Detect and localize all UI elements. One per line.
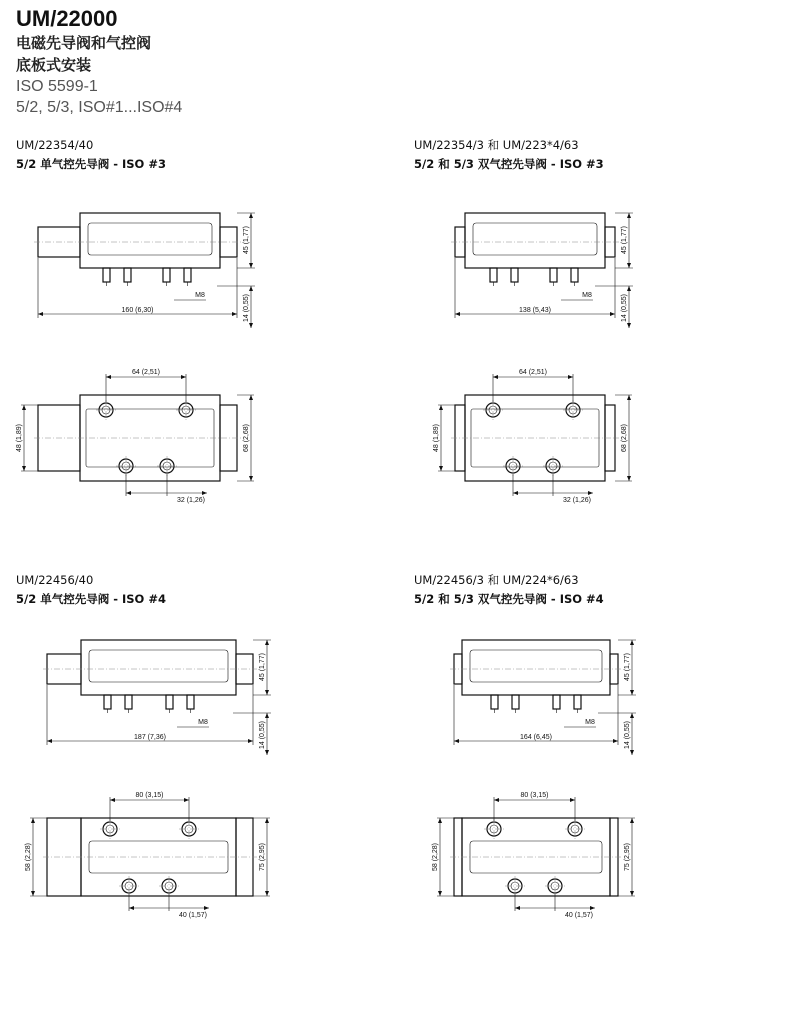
mounting-pin xyxy=(166,695,173,709)
body-recess xyxy=(473,223,597,255)
dimension-arrow xyxy=(47,739,52,743)
side-view xyxy=(43,640,271,755)
dimension-arrow xyxy=(613,739,618,743)
mounting-pin xyxy=(550,268,557,282)
dimension-arrow xyxy=(265,690,269,695)
dimension-arrow xyxy=(38,312,43,316)
dimension-arrow xyxy=(265,891,269,896)
dimension-arrow xyxy=(630,750,634,755)
mounting-pin xyxy=(512,695,519,709)
height-dimension: 45 (1,77) xyxy=(624,652,631,682)
valve-body xyxy=(81,640,236,695)
product-name: 电磁先导阀和气控阀 xyxy=(16,34,152,52)
mounting-pin xyxy=(187,695,194,709)
valve-body xyxy=(462,640,610,695)
left-width-dimension: 58 (2,28) xyxy=(25,842,32,872)
section-description: 5/2 单气控先导阀 - ISO #4 xyxy=(16,592,166,606)
height-dimension: 45 (1,77) xyxy=(259,652,266,682)
right-width-dimension: 75 (2,95) xyxy=(624,842,631,872)
thread-label: M8 xyxy=(198,719,208,726)
mounting-pin xyxy=(104,695,111,709)
dimension-arrow xyxy=(181,375,186,379)
length-dimension: 138 (5,43) xyxy=(519,307,551,314)
pin-dimension: 14 (0,55) xyxy=(621,293,628,323)
dimension-arrow xyxy=(106,375,111,379)
top-spacing-dimension: 64 (2,51) xyxy=(518,369,548,376)
right-width-dimension: 75 (2,95) xyxy=(259,842,266,872)
mounting-pin xyxy=(574,695,581,709)
dimension-arrow xyxy=(610,312,615,316)
dimension-arrow xyxy=(265,640,269,645)
section-description: 5/2 单气控先导阀 - ISO #3 xyxy=(16,157,166,171)
section-code: UM/22456/3 和 UM/224*6/63 xyxy=(414,573,579,587)
end-cap-left xyxy=(47,654,81,684)
side-view xyxy=(34,213,255,328)
plan-view xyxy=(16,369,254,504)
left-width-dimension: 48 (1,89) xyxy=(433,423,440,453)
dimension-arrow xyxy=(568,375,573,379)
length-dimension: 164 (6,45) xyxy=(520,734,552,741)
length-dimension: 160 (6,30) xyxy=(121,307,154,314)
body-recess xyxy=(471,409,599,467)
mounting-pin xyxy=(103,268,110,282)
thread-label: M8 xyxy=(585,719,595,726)
dimension-arrow xyxy=(630,891,634,896)
model-title: UM/22000 xyxy=(16,6,118,31)
pin-dimension: 14 (0,55) xyxy=(259,720,266,750)
mounting-pin xyxy=(184,268,191,282)
dimension-arrow xyxy=(439,405,443,410)
dimension-arrow xyxy=(627,286,631,291)
dimension-arrow xyxy=(513,491,518,495)
dimension-arrow xyxy=(630,690,634,695)
dimension-arrow xyxy=(249,476,253,481)
dimension-arrow xyxy=(588,491,593,495)
dimension-arrow xyxy=(627,213,631,218)
body-recess xyxy=(88,223,212,255)
dimension-arrow xyxy=(202,491,207,495)
top-spacing-dimension: 80 (3,15) xyxy=(520,792,549,799)
iso-standard: ISO 5599-1 xyxy=(16,78,98,95)
bottom-spacing-dimension: 32 (1,26) xyxy=(562,497,592,504)
dimension-arrow xyxy=(627,395,631,400)
dimension-arrow xyxy=(455,312,460,316)
right-width-dimension: 68 (2,68) xyxy=(243,423,250,453)
dimension-arrow xyxy=(454,739,459,743)
body-recess xyxy=(89,650,228,682)
mounting-pin xyxy=(163,268,170,282)
height-dimension: 45 (1,77) xyxy=(621,225,628,255)
side-view xyxy=(451,213,633,328)
dimension-arrow xyxy=(249,263,253,268)
dimension-arrow xyxy=(248,739,253,743)
dimension-arrow xyxy=(249,286,253,291)
plan-view xyxy=(25,792,270,919)
dimension-arrow xyxy=(31,891,35,896)
top-spacing-dimension: 64 (2,51) xyxy=(131,369,161,376)
dimension-arrow xyxy=(265,713,269,718)
mounting-pin xyxy=(511,268,518,282)
dimension-arrow xyxy=(630,713,634,718)
left-width-dimension: 58 (2,28) xyxy=(432,842,439,872)
length-dimension: 187 (7,36) xyxy=(134,734,166,741)
dimension-arrow xyxy=(265,750,269,755)
dimension-arrow xyxy=(249,395,253,400)
dimension-arrow xyxy=(438,818,442,823)
dimension-arrow xyxy=(570,798,575,802)
dimension-arrow xyxy=(204,906,209,910)
mounting-pin xyxy=(571,268,578,282)
dimension-arrow xyxy=(590,906,595,910)
dimension-arrow xyxy=(439,466,443,471)
mounting-pin xyxy=(125,695,132,709)
left-width-dimension: 48 (1,89) xyxy=(16,423,23,453)
body-recess xyxy=(470,650,602,682)
mounting-pin xyxy=(553,695,560,709)
mounting-type: 底板式安装 xyxy=(16,56,92,74)
plan-view xyxy=(432,792,635,919)
section-description: 5/2 和 5/3 双气控先导阀 - ISO #4 xyxy=(414,592,604,606)
section-code: UM/22456/40 xyxy=(16,573,94,587)
dimension-arrow xyxy=(630,640,634,645)
dimension-arrow xyxy=(110,798,115,802)
dimension-arrow xyxy=(249,323,253,328)
dimension-arrow xyxy=(22,466,26,471)
thread-label: M8 xyxy=(195,292,205,299)
dimension-arrow xyxy=(630,818,634,823)
dimension-arrow xyxy=(493,375,498,379)
side-view xyxy=(450,640,636,755)
dimension-arrow xyxy=(515,906,520,910)
pin-dimension: 14 (0,55) xyxy=(243,293,250,323)
mounting-pin xyxy=(490,268,497,282)
bottom-spacing-dimension: 40 (1,57) xyxy=(564,912,594,919)
dimension-arrow xyxy=(232,312,237,316)
bottom-spacing-dimension: 40 (1,57) xyxy=(178,912,208,919)
pin-dimension: 14 (0,55) xyxy=(624,720,631,750)
dimension-arrow xyxy=(265,818,269,823)
dimension-arrow xyxy=(627,476,631,481)
section-code: UM/22354/40 xyxy=(16,138,94,152)
section-description: 5/2 和 5/3 双气控先导阀 - ISO #3 xyxy=(414,157,604,171)
dimension-arrow xyxy=(438,891,442,896)
top-spacing-dimension: 80 (3,15) xyxy=(135,792,164,799)
thread-label: M8 xyxy=(582,292,592,299)
height-dimension: 45 (1,77) xyxy=(243,225,250,255)
valve-variants: 5/2, 5/3, ISO#1...ISO#4 xyxy=(16,99,183,116)
dimension-arrow xyxy=(627,323,631,328)
valve-body xyxy=(465,213,605,268)
bottom-spacing-dimension: 32 (1,26) xyxy=(176,497,206,504)
right-width-dimension: 68 (2,68) xyxy=(621,423,628,453)
dimension-arrow xyxy=(129,906,134,910)
dimension-arrow xyxy=(184,798,189,802)
dimension-arrow xyxy=(627,263,631,268)
dimension-arrow xyxy=(22,405,26,410)
mounting-pin xyxy=(491,695,498,709)
dimension-arrow xyxy=(494,798,499,802)
plan-view xyxy=(433,369,632,504)
dimension-arrow xyxy=(249,213,253,218)
valve-body xyxy=(80,213,220,268)
section-code: UM/22354/3 和 UM/223*4/63 xyxy=(414,138,579,152)
dimension-arrow xyxy=(126,491,131,495)
dimension-arrow xyxy=(31,818,35,823)
mounting-pin xyxy=(124,268,131,282)
end-cap-left xyxy=(47,818,81,896)
